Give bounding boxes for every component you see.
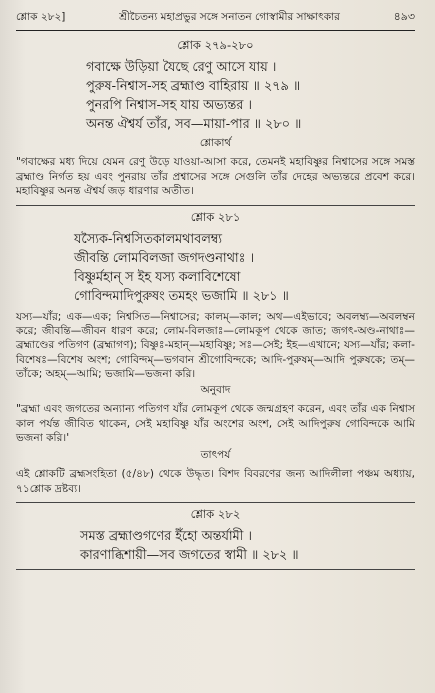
- running-header: [16, 8, 415, 31]
- translation-paragraph-279-280: "গবাক্ষের মধ্য দিয়ে যেমন রেণু উড়ে যাওয়া-আসা করে, তেমনই মহাবিষ্ণুর নিশ্বাসের সঙ্গে সমস্ত ব্রহ্মাণ্ড নির্গত হয় এবং পুনরায় তাঁর প্রশ্বাসের সঙ্গে সেগুলি তাঁর দেহের অভ্যন্তরে প্রবেশ করে। মহাবিষ্ণুর অনন্ত ঐশ্বর্য জড় ধারণার অতীত।: [16, 156, 415, 198]
- verse-line: অনন্ত ঐশ্বর্য তাঁর, সব—মায়া-পার ॥ ২৮০ ॥: [86, 117, 302, 132]
- verse-heading-282: শ্লোক ২৮২: [16, 502, 415, 525]
- purport-label: তাৎপর্য: [200, 449, 231, 462]
- purport-paragraph: এই শ্লোকটি ব্রহ্মসংহিতা (৫/৪৮) থেকে উদ্ধৃত। বিশদ বিবরণের জন্য আদিলীলা পঞ্চম অধ্যায়, ৭১শ্লোক দ্রষ্টব্য।: [16, 468, 415, 495]
- verse-text-279-280: [16, 58, 415, 134]
- verse-line: গোবিন্দমাদিপুরুষং তমহং ভজামি ॥ ২৮১ ॥: [74, 288, 289, 304]
- verse-line: বিষ্ণুর্মহান্‌ স ইহ যস্য কলাবিশেষো: [74, 269, 241, 285]
- verse-line: পুনরপি নিশ্বাস-সহ যায় অভ্যন্তর ।: [86, 98, 252, 113]
- translation-paragraph-281: "ব্রহ্মা এবং জগতের অন্যান্য পতিগণ যাঁর লোমকূপ থেকে জন্মগ্রহণ করেন, এবং তাঁর এক নিশ্বাস কাল পর্যন্ত জীবিত থাকেন, সেই মহাবিষ্ণু যাঁর অংশের অংশ, সেই আদিপুরুষ গোবিন্দকে আমি ভজনা করি।': [16, 403, 415, 445]
- verse-line: সমস্ত ব্রহ্মাণ্ডগণের ইঁহো অন্তর্যামী ।: [80, 529, 252, 545]
- verse-text-282: [16, 527, 415, 565]
- verse-line: জীবন্তি লোমবিলজা জগদণ্ডনাথাঃ ।: [74, 250, 255, 266]
- header-verse-ref: শ্লোক ২৮২]: [16, 11, 66, 23]
- verse-heading-281: শ্লোক ২৮১: [16, 205, 415, 228]
- verse-line: পুরুষ-নিশ্বাস-সহ ব্রহ্মাণ্ড বাহিরায় ॥ ২৭৯ ॥: [86, 79, 301, 94]
- header-chapter-title: শ্রীচৈতন্য মহাপ্রভুর সঙ্গে সনাতন গোস্বামীর সাক্ষাৎকার: [119, 11, 340, 23]
- verse-line: কারণাব্ধিশায়ী—সব জগতের স্বামী ॥ ২৮২ ॥: [80, 548, 299, 564]
- verse-line: গবাক্ষে উড়িয়া যৈছে রেণু আসে যায় ।: [86, 60, 277, 75]
- verse-heading-279-280: শ্লোক ২৭৯-২৮০: [177, 38, 254, 52]
- page-number: ৪৯৩: [393, 10, 415, 23]
- bottom-rule: [16, 569, 415, 570]
- synonyms-paragraph: যস্য—যাঁর; এক—এক; নিশ্বসিত—নিশ্বাসের; কালম্‌—কাল; অথ—এইভাবে; অবলম্ব্য—অবলম্বন করে; জীবন্তি—জীবন ধারণ করে; লোম-বিলজাঃ—লোমকূপ থেকে জাত; জগৎ-অণ্ড-নাথাঃ—ব্রহ্মাণ্ডের পতিগণ (ব্রহ্মাগণ); বিষ্ণুঃ-মহান্‌—মহাবিষ্ণু; সঃ—সেই; ইহ—এখানে; যস্য—যাঁর; কলা-বিশেষঃ—বিশেষ অংশ; গোবিন্দম্‌—ভগবান শ্রীগোবিন্দকে; আদি-পুরুষম্‌—আদি পুরুষকে; তম্‌—তাঁকে; অহম্‌—আমি; ভজামি—ভজনা করি।: [16, 310, 415, 380]
- verse-text-281: [16, 230, 415, 306]
- translation-label: অনুবাদ: [200, 384, 231, 397]
- translation-label: শ্লোকার্থ: [199, 137, 232, 149]
- verse-line: যস্যৈক-নিশ্বসিতকালমথাবলম্ব্য: [74, 231, 223, 247]
